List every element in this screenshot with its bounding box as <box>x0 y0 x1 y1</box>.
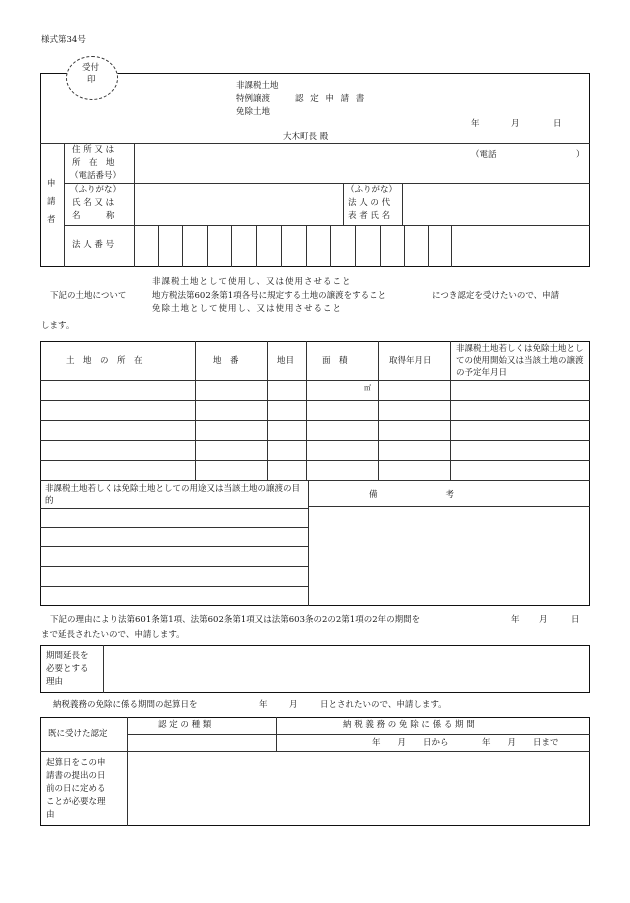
col-acquisition-date: 取得年月日 <box>389 356 432 366</box>
purpose-suffix: につき認定を受けたいので、申請 <box>432 291 560 301</box>
col-land-category: 地目 <box>277 356 295 366</box>
col-area: 面 積 <box>322 356 348 366</box>
land-row[interactable] <box>41 461 589 480</box>
land-row[interactable] <box>41 421 589 440</box>
title-option-hikazei: 非課税土地 <box>236 81 279 91</box>
representative-name-input[interactable] <box>403 184 589 224</box>
use-purpose-input[interactable] <box>41 509 307 605</box>
purpose-option-1: 非課税土地として使用し、又は使用させること <box>152 277 352 287</box>
remarks-input[interactable] <box>309 507 589 605</box>
applicant-label-3: 者 <box>47 215 56 225</box>
approval-kind-header: 認 定 の 種 類 <box>158 720 212 730</box>
date-month[interactable]: 月 <box>511 119 520 129</box>
date-day[interactable]: 日 <box>553 119 562 129</box>
use-purpose-label: 非課税土地若しくは免除土地としての用途又は当該土地の譲渡の目的 <box>45 484 301 506</box>
title-option-menjo: 免除土地 <box>236 107 271 117</box>
name-label-2: 名 称 <box>72 211 115 221</box>
extension-reason-label-3: 理由 <box>46 677 64 687</box>
start-date-reason-label-3: 前の日に定める <box>46 784 106 794</box>
phone-close: ） <box>576 150 585 160</box>
tax-exempt-month[interactable]: 月 <box>289 700 298 710</box>
extension-reason-label-1: 期間延長を <box>46 651 89 661</box>
purpose-prefix: 下記の土地について <box>50 291 127 301</box>
land-row[interactable] <box>41 401 589 420</box>
extension-sentence: 下記の理由により法第601条第1項、法第602条第1項又は法第603条の2の2第1項の2年の期間を <box>50 615 421 625</box>
title-main: 認 定 申 請 書 <box>295 94 367 104</box>
start-date-reason-input[interactable] <box>128 752 589 825</box>
stamp-label-1: 受付 <box>82 63 100 73</box>
extension-year[interactable]: 年 <box>511 615 520 625</box>
start-date-reason-label-4: ことが必要な理 <box>46 797 106 807</box>
purpose-option-3: 免除土地として使用し、又は使用させること <box>152 304 343 314</box>
extension-reason-label-2: 必要とする <box>46 664 89 674</box>
rep-label-2: 表 者 氏 名 <box>348 211 391 221</box>
exemption-period-header: 納 税 義 務 の 免 除 に 係 る 期 間 <box>343 720 475 730</box>
area-unit: ㎡ <box>364 384 371 392</box>
received-approval-label: 既に受けた認定 <box>48 729 108 739</box>
title-option-tokurei: 特例譲渡 <box>236 94 271 104</box>
col-lot-number: 地 番 <box>213 356 239 366</box>
address-input[interactable] <box>135 144 465 182</box>
addressee: 大木町長 殿 <box>283 132 329 142</box>
name-furigana-label: （ふりがな） <box>70 185 122 195</box>
tax-exempt-sentence-b: 日とされたいので、申請します。 <box>320 700 447 710</box>
start-date-reason-label-1: 起算日をこの申 <box>46 758 106 768</box>
start-date-reason-label-5: 由 <box>46 810 55 820</box>
phone-label: （電話 <box>471 150 497 160</box>
extension-reason-input[interactable] <box>104 646 589 692</box>
applicant-label-2: 請 <box>47 197 56 207</box>
rep-furigana-label: （ふりがな） <box>346 185 398 195</box>
approval-kind-input[interactable] <box>128 735 275 750</box>
period-from[interactable]: 年 月 日から <box>372 738 449 748</box>
extension-day[interactable]: 日 <box>571 615 580 625</box>
land-row[interactable] <box>41 381 589 400</box>
remarks-label: 備 考 <box>369 490 455 500</box>
address-label-2: 所 在 地 <box>72 158 115 168</box>
corp-number-label: 法 人 番 号 <box>72 240 115 250</box>
corp-number-input[interactable] <box>135 226 451 266</box>
land-row[interactable] <box>41 441 589 460</box>
col-planned-date: 非課税土地若しくは免除土地としての使用開始又は当該土地の譲渡の予定年月日 <box>456 344 584 378</box>
tax-exempt-sentence-a: 納税義務の免除に係る期間の起算日を <box>53 700 198 710</box>
extension-month[interactable]: 月 <box>539 615 548 625</box>
col-location: 土 地 の 所 在 <box>66 356 143 366</box>
form-number: 様式第34号 <box>41 35 86 45</box>
rep-label-1: 法 人 の 代 <box>348 198 391 208</box>
purpose-continuation: します。 <box>41 321 75 331</box>
name-label-1: 氏 名 又 は <box>72 198 115 208</box>
address-label-3: （電話番号） <box>70 171 122 181</box>
stamp-label-2: 印 <box>87 75 96 85</box>
period-to[interactable]: 年 月 日まで <box>482 738 559 748</box>
extension-sentence-2: まで延長されたいので、申請します。 <box>41 630 185 640</box>
date-year[interactable]: 年 <box>471 119 480 129</box>
start-date-reason-label-2: 請書の提出の日 <box>46 771 106 781</box>
purpose-option-2: 地方税法第602条第1項各号に規定する土地の譲渡をすること <box>152 291 387 301</box>
name-input[interactable] <box>135 184 342 224</box>
address-label-1: 住 所 又 は <box>72 145 115 155</box>
applicant-label-1: 申 <box>47 179 56 189</box>
tax-exempt-year[interactable]: 年 <box>259 700 268 710</box>
